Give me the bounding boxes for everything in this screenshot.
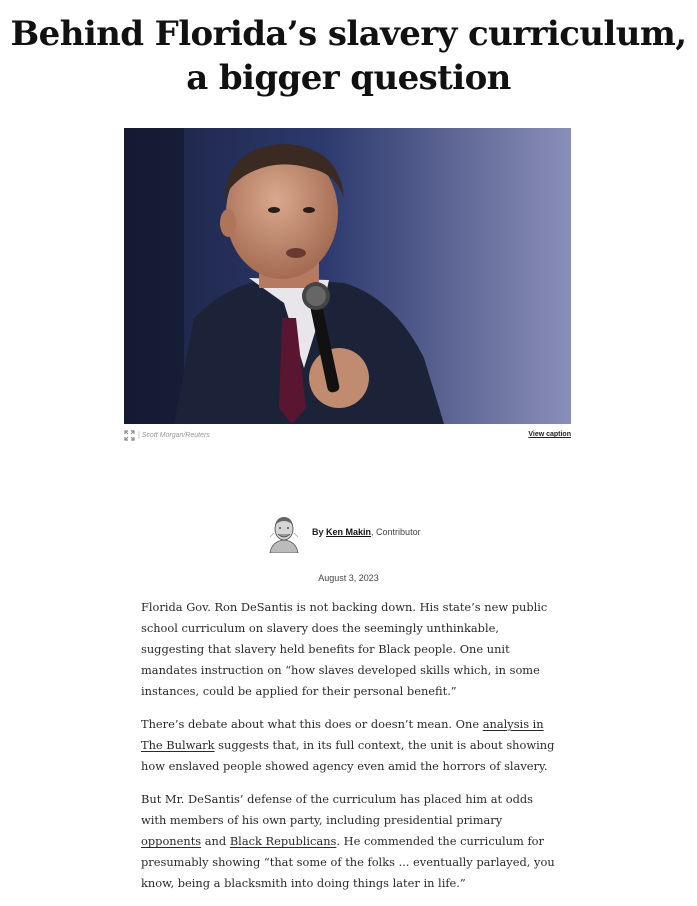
view-caption-link[interactable]: View caption [528, 431, 571, 438]
article-photo[interactable] [124, 128, 571, 424]
paragraph-1: Florida Gov. Ron DeSantis is not backing down. His state’s new public school curriculum on slavery does the seemingly unthinkable, suggesting that slavery held benefits for Black people. One unit mandates instruction on “how slaves developed skills which, in some instances, could be applied for their personal benefit.” [141, 600, 548, 698]
author-avatar[interactable] [264, 513, 304, 553]
photo-credit-text: Scott Morgan/Reuters [141, 432, 210, 439]
expand-icon[interactable] [124, 430, 135, 441]
author-role: , Contributor [371, 527, 421, 537]
byline-text [312, 527, 421, 537]
opponents-link[interactable]: opponents [141, 834, 202, 848]
paragraph-3 [141, 789, 561, 894]
paragraph-2-text-b: suggests that, in its full context, the unit is about showing how enslaved people showed agency even amid the horrors of slavery. [141, 738, 555, 773]
photo-credit: | Scott Morgan/Reuters [138, 432, 210, 439]
paragraph-3-text-a: But Mr. DeSantis’ defense of the curriculum has placed him at odds with members of his own party, including presidential primary [141, 792, 534, 827]
bulwark-analysis-link[interactable]: analysis in The Bulwark [141, 717, 544, 752]
photo-illustration [124, 128, 571, 424]
byline-prefix: By [312, 527, 324, 537]
author-link[interactable]: Ken Makin [326, 527, 372, 537]
headline: Behind Florida’s slavery curriculum, a bigger question [10, 14, 687, 98]
byline [264, 513, 464, 553]
photo-meta [124, 430, 571, 444]
publish-date: August 3, 2023 [318, 573, 379, 583]
black-republicans-link[interactable]: Black Republicans [229, 834, 337, 848]
paragraph-3-text-b: and [201, 834, 230, 848]
paragraph-2-text-a: There’s debate about what this does or doesn’t mean. One [141, 717, 483, 731]
paragraph-3-text-c: . He commended the curriculum for presumably showing “that some of the folks ... eventually parlayed, you know, being a blacksmith into doing things later in life.” [141, 834, 555, 890]
article-body [141, 597, 561, 906]
paragraph-2 [141, 714, 561, 777]
